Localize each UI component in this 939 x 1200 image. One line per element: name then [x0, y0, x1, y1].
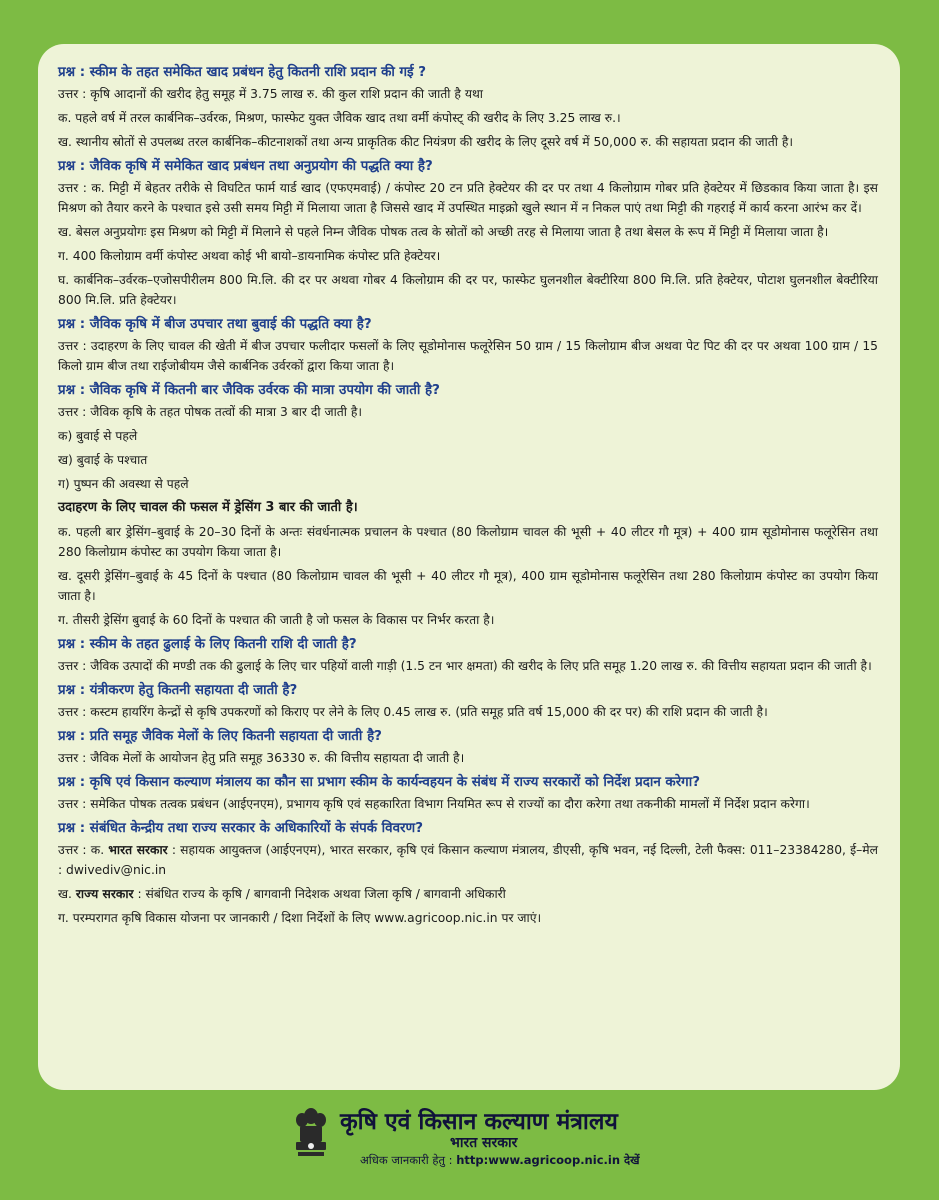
answer-paragraph: घ. कार्बनिक–उर्वरक–एजोसपीरीलम 800 मि.लि. की दर पर अथवा गोबर 4 किलोग्राम की दर पर, फास्फेट घुलनशील बेक्टीरिया 800 मि.लि. प्रति हेक्टेयर, पोटाश घुलनशील बेक्टीरिया 800 मि.लि. प्रति हेक्टेयर।	[58, 273, 878, 307]
info-url[interactable]: http:www.agricoop.nic.in	[456, 1153, 621, 1167]
answer-paragraph: उत्तर : उदाहरण के लिए चावल की खेती में बीज उपचार फलीदार फसलों के लिए सूडोमोनास फलूरेसिन 50 ग्राम / 15 किलोग्राम बीज अथवा पेट पिट की दर पर अथवा 100 ग्राम / 15 किलो ग्राम बीज तथा राईजोबीयम जैसे कार्बनिक उर्वरकों द्वारा किया जाता है।	[58, 339, 878, 373]
ministry-title: कृषि एवं किसान कल्याण मंत्रालय	[340, 1108, 618, 1135]
answer-paragraph: क. पहली बार ड्रेसिंग–बुवाई के 20–30 दिनों के अन्तः संवर्धनात्मक प्रचालन के पश्चात (80 किलोग्राम चावल की भूसी + 40 लीटर गौ मूत्र) + 400 ग्राम सूडोमोनास फलूरेसिन तथा 280 किलोग्राम कंपोस्ट का उपयोग किया जाता है।	[58, 525, 878, 559]
answer-paragraph: ख. दूसरी ड्रेसिंग–बुवाई के 45 दिनों के पश्चात (80 किलोग्राम चावल की भूसी + 40 लीटर गौ मूत्र), 400 ग्राम सूडोमोनास फलूरेसिन तथा 280 किलोग्राम कंपोस्ट का उपयोग किया जाता है।	[58, 569, 878, 603]
answer-paragraph: ग. 400 किलोग्राम वर्मी कंपोस्ट अथवा कोई भी बायो–डायनामिक कंपोस्ट प्रति हेक्टेयर।	[58, 249, 441, 263]
question-heading: प्रश्न : यंत्रीकरण हेतु कितनी सहायता दी जाती है?	[58, 683, 298, 698]
answer-paragraph: ख. बेसल अनुप्रयोगः इस मिश्रण को मिट्टी में मिलाने से पहले निम्न जैविक पोषक तत्व के स्रोतों को अच्छी तरह से मिलाया जाता है तथा बेसल के रूप में मिट्टी में मिलाया जाता है।	[58, 225, 829, 239]
government-subtitle: भारत सरकार	[450, 1135, 518, 1151]
answer-paragraph: उत्तर : क. मिट्टी में बेहतर तरीके से विघटित फार्म यार्ड खाद (एफएमवाई) / कंपोस्ट 20 टन प्रति हेक्टेयर की दर पर तथा 4 किलोग्राम गोबर प्रति हेक्टेयर में छिडकाव किया जाता है। इस मिश्रण को तैयार करने के पश्चात इसे उसी समय मिट्टी में मिलाया जाता है जिससे खाद में उपस्थित माइक्रो खुले स्थान में न निकल पाएं तथा मिट्टी की गहराई में कार्य करना आरंभ कर दें।	[58, 181, 878, 215]
answer-paragraph: ग. तीसरी ड्रेसिंग बुवाई के 60 दिनों के पश्चात की जाती है जो फसल के विकास पर निर्भर करता है।	[58, 613, 495, 627]
question-heading: प्रश्न : जैविक कृषि में समेकित खाद प्रबंधन तथा अनुप्रयोग की पद्धति क्या है?	[58, 159, 433, 174]
answer-paragraph: उत्तर : जैविक कृषि के तहत पोषक तत्वों की मात्रा 3 बार दी जाती है।	[58, 405, 363, 419]
question-heading: प्रश्न : कृषि एवं किसान कल्याण मंत्रालय का कौन सा प्रभाग स्कीम के कार्यन्वहयन के संबंध में राज्य सरकारों को निर्देश प्रदान करेगा?	[58, 775, 700, 790]
more-info-line: अधिक जानकारी हेतु : http:www.agricoop.nic.in देखें	[360, 1153, 640, 1167]
answer-paragraph: क. पहले वर्ष में तरल कार्बनिक–उर्वरक, मिश्रण, फास्फेट युक्त जैविक खाद तथा वर्मी कंपोस्ट् की खरीद के लिए 3.25 लाख रु.।	[58, 111, 621, 125]
answer-paragraph: ख) बुवाई के पश्चात	[58, 453, 148, 467]
answer-paragraph: उत्तर : जैविक उत्पादों की मण्डी तक की ढुलाई के लिए चार पहियों वाली गाड़ी (1.5 टन भार क्षमता) की खरीद के लिए प्रति समूह 1.20 लाख रु. की वित्तीय सहायता प्रदान की जाती है।	[58, 659, 872, 673]
answer-paragraph: उत्तर : समेकित पोषक तत्वक प्रबंधन (आईएनएम), प्रभागय कृषि एवं सहकारिता विभाग नियमित रूप से राज्यों का दौरा करेगा तथा तकनीकी मामलों में निर्देश प्रदान करेगा।	[58, 797, 810, 811]
question-heading: प्रश्न : स्कीम के तहत समेकित खाद प्रबंधन हेतु कितनी राशि प्रदान की गई ?	[58, 65, 427, 80]
answer-paragraph: उत्तर : जैविक मेलों के आयोजन हेतु प्रति समूह 36330 रु. की वित्तीय सहायता दी जाती है।	[58, 751, 465, 765]
question-heading: प्रश्न : संबंधित केन्द्रीय तथा राज्य सरकार के अधिकारियों के संपर्क विवरण?	[58, 821, 423, 836]
question-heading: प्रश्न : जैविक कृषि में कितनी बार जैविक उर्वरक की मात्रा उपयोग की जाती है?	[58, 383, 440, 398]
question-heading: प्रश्न : प्रति समूह जैविक मेलों के लिए कितनी सहायता दी जाती है?	[58, 729, 382, 744]
answer-paragraph: क) बुवाई से पहले	[58, 429, 138, 443]
question-heading: प्रश्न : स्कीम के तहत ढुलाई के लिए कितनी राशि दी जाती है?	[58, 637, 357, 652]
contact-paragraph: ख. राज्य सरकार : संबंधित राज्य के कृषि / बागवानी निदेशक अथवा जिला कृषि / बागवानी अधिकारी	[58, 887, 506, 901]
contact-paragraph: उत्तर : क. भारत सरकार : सहायक आयुक्तज (आईएनएम), भारत सरकार, कृषि एवं किसान कल्याण मंत्रालय, डीएसी, कृषि भवन, नई दिल्ली, टेली फैक्स: 011–23384280, ई–मेल : dwivediv@nic.in	[58, 843, 878, 877]
answer-paragraph: ग) पुष्पन की अवस्था से पहले	[58, 477, 189, 491]
content-panel	[38, 44, 900, 1090]
answer-paragraph: ग. परम्परागत कृषि विकास योजना पर जानकारी / दिशा निर्देशों के लिए www.agricoop.nic.in पर जाएं।	[58, 911, 542, 925]
question-heading: प्रश्न : जैविक कृषि में बीज उपचार तथा बुवाई की पद्धति क्या है?	[58, 317, 372, 332]
example-heading: उदाहरण के लिए चावल की फसल में ड्रेसिंग 3 बार की जाती है।	[58, 500, 358, 515]
footer	[0, 1098, 939, 1178]
answer-paragraph: ख. स्थानीय स्रोतों से उपलब्ध तरल कार्बनिक–कीटनाशकों तथा अन्य प्राकृतिक कीट नियंत्रण की खरीद के लिए दूसरे वर्ष में 50,000 रु. की सहायता प्रदान की जाती है।	[58, 135, 794, 149]
answer-paragraph: उत्तर : कृषि आदानों की खरीद हेतु समूह में 3.75 लाख रु. की कुल राशि प्रदान की जाती है यथा	[58, 87, 483, 101]
answer-paragraph: उत्तर : कस्टम हायरिंग केन्द्रों से कृषि उपकरणों को किराए पर लेने के लिए 0.45 लाख रु. (प्रति समूह प्रति वर्ष 15,000 की दर पर) की राशि प्रदान की जाती है।	[58, 705, 768, 719]
national-emblem-icon	[290, 1102, 332, 1174]
